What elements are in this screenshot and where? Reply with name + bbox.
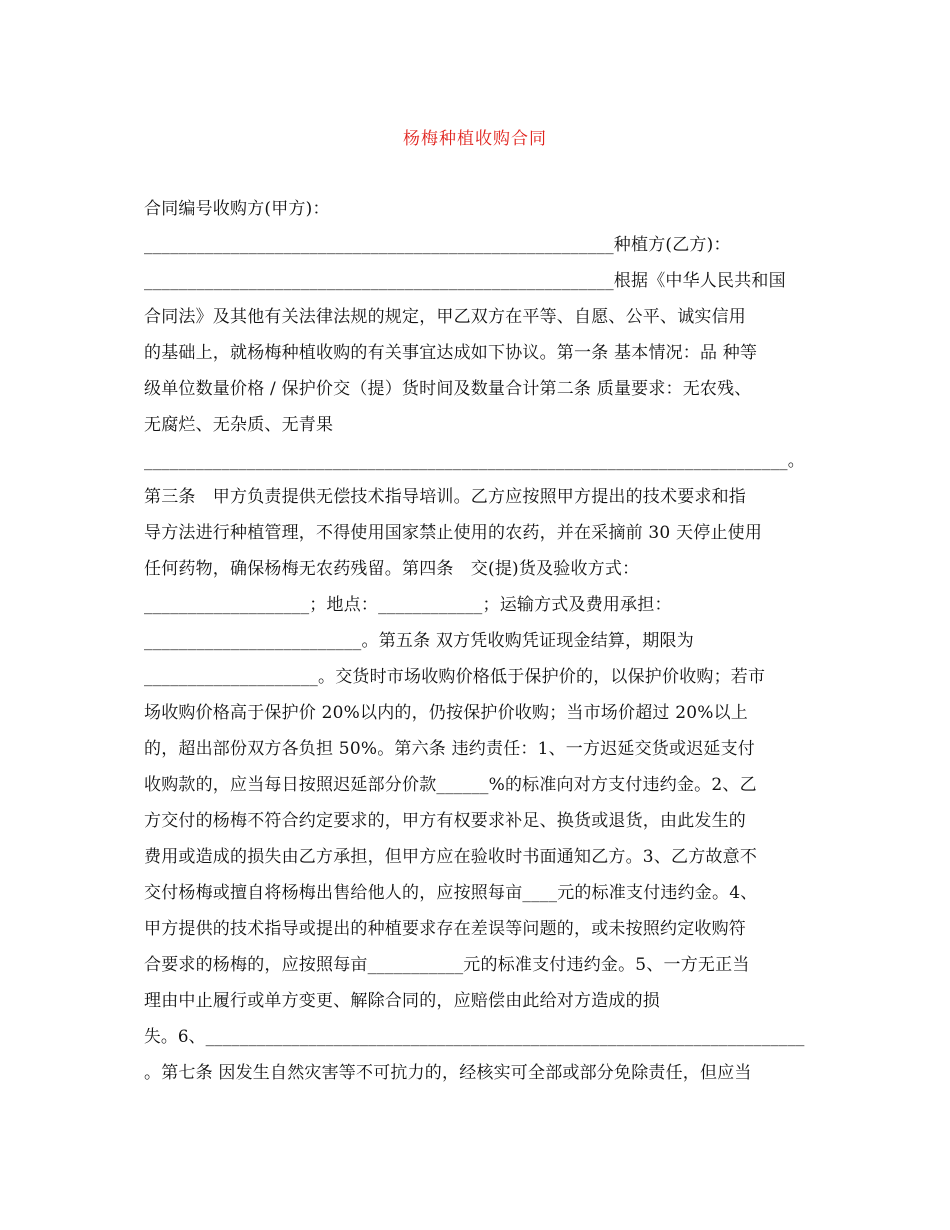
body-line: 甲方提供的技术指导或提出的种植要求存在差误等问题的，或未按照约定收购符 — [144, 919, 746, 939]
body-line: ___________________；地点：____________；运输方式及费用承担： — [144, 595, 672, 615]
body-line: 级单位数量价格 / 保护价交（提）货时间及数量合计第二条 质量要求：无农残、 — [144, 379, 752, 399]
body-line: 费用或造成的损失由乙方承担，但甲方应在验收时书面通知乙方。3、乙方故意不 — [144, 847, 758, 867]
body-line: 合同编号收购方(甲方)： — [144, 199, 330, 219]
body-line: ____________________。交货时市场收购价格低于保护价的，以保护价收购；若市 — [144, 667, 766, 687]
body-line: 场收购价格高于保护价 20%以内的，仍按保护价收购；当市场价超过 20%以上 — [144, 703, 748, 723]
body-line: 合同法》及其他有关法律法规的规定，甲乙双方在平等、自愿、公平、诚实信用 — [144, 307, 746, 327]
body-line: 第三条 甲方负责提供无偿技术指导培训。乙方应按照甲方提出的技术要求和指 — [144, 487, 746, 507]
body-line: 的，超出部份双方各负担 50%。第六条 违约责任：1、一方迟延交货或迟延支付 — [144, 739, 756, 759]
body-line: 。第七条 因发生自然灾害等不可抗力的，经核实可全部或部分免除责任，但应当 — [144, 1063, 752, 1083]
body-line: ______________________________________________________种植方(乙方)： — [144, 235, 731, 255]
body-line: 导方法进行种植管理，不得使用国家禁止使用的农药，并在采摘前 30 天停止使用 — [144, 523, 763, 543]
body-line: 失。6、______________________________________________________________________ — [144, 1027, 805, 1047]
body-line: 的基础上，就杨梅种植收购的有关事宜达成如下协议。第一条 基本情况：品 种等 — [144, 343, 758, 363]
body-line: 交付杨梅或擅自将杨梅出售给他人的，应按照每亩____元的标准支付违约金。4、 — [144, 883, 758, 903]
body-line: ______________________________________________________根据《中华人民共和国 — [144, 271, 786, 291]
body-line: 任何药物，确保杨梅无农药残留。第四条 交(提)货及验收方式： — [144, 559, 640, 579]
body-line: 收购款的，应当每日按照迟延部分价款______%的标准向对方支付违约金。2、乙 — [144, 775, 757, 795]
body-line: 合要求的杨梅的，应按照每亩___________元的标准支付违约金。5、一方无正当 — [144, 955, 750, 975]
body-line: 方交付的杨梅不符合约定要求的，甲方有权要求补足、换货或退货，由此发生的 — [144, 811, 746, 831]
page-title: 杨梅种植收购合同 — [403, 129, 547, 149]
body-line: 理由中止履行或单方变更、解除合同的，应赔偿由此给对方造成的损 — [144, 991, 660, 1011]
body-line: 无腐烂、无杂质、无青果 — [144, 415, 334, 435]
body-line: _________________________。第五条 双方凭收购凭证现金结算，期限为 — [144, 631, 694, 651]
body-line: ___________________________________________________________________________。 — [144, 451, 805, 471]
